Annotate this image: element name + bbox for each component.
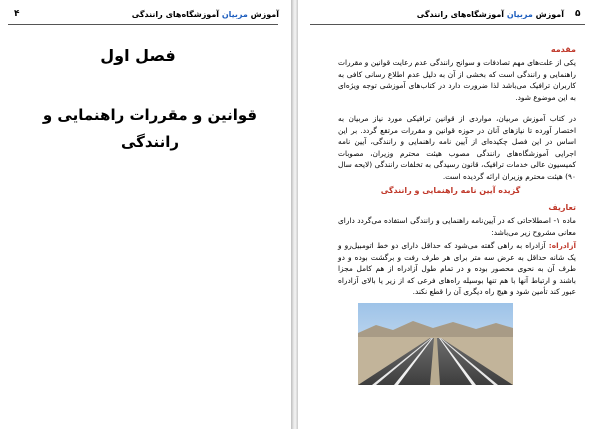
header-suffix: آموزشگاه‌های رانندگی — [131, 10, 220, 19]
definition-term: آزادراه: — [548, 241, 576, 250]
intro-paragraph-1: یکی از علت‌های مهم تصادفات و سوانح رانندگی عدم رعایت قوانین و مقررات راهنمایی و رانندگی است که بخشی از آن به دلیل عدم اطلاع رسانی کافی به کاربران ترافیک می‌باشد لذا ضرورت دارد در کتاب‌های آموزشی توجه ویژه‌ای به این موضوع شود. — [338, 58, 576, 102]
definitions-heading: تعاریف — [548, 203, 576, 212]
book-gutter — [291, 0, 298, 429]
definition-paragraph — [338, 240, 576, 298]
highway-photo — [358, 303, 513, 385]
intro-heading: مقدمه — [550, 45, 576, 54]
header-brand: مربیان — [506, 10, 533, 19]
page-number-left: ۴ — [14, 9, 20, 19]
left-page — [0, 0, 291, 429]
chapter-title: فصل اول — [100, 46, 176, 65]
header-rule-right — [310, 24, 585, 25]
right-page — [298, 0, 598, 429]
definition-intro: ماده ۱- اصطلاحاتی که در آیین‌نامه راهنمایی و رانندگی استفاده می‌گردد دارای معانی مشروح زیر می‌باشد: — [338, 216, 576, 237]
running-header-right — [417, 10, 564, 19]
running-header-left — [132, 10, 279, 19]
header-suffix: آموزشگاه‌های رانندگی — [416, 10, 505, 19]
header-rule-left — [8, 24, 278, 25]
header-prefix: آموزش — [535, 10, 564, 19]
intro-paragraph-2: در کتاب آموزش مربیان، مواردی از قوانین ترافیکی مورد نیاز مربیان به اختصار آورده تا نیازهای آنان در حوزه قوانین و مقررات مرتفع گردد. بر این اساس در این فصل چکیده‌ای از آیین نامه راهنمایی و رانندگی، آیین نامه اجرایی آموزشگاه‌های رانندگی مصوب هیئت محترم وزیران، مصوبات کمیسیون عالی خدمات ترافیک، قانون رسیدگی به تخلفات رانندگی (لایحه سال ۹۰) هیئت محترم وزیران ارائه گردیده است. — [338, 114, 576, 181]
section-heading: گزیده آیین نامه راهنمایی و رانندگی — [380, 186, 521, 195]
header-brand: مربیان — [221, 10, 248, 19]
chapter-subtitle: قوانین و مقررات راهنمایی و رانندگی — [42, 106, 258, 151]
definition-text: آزادراه به راهی گفته می‌شود که حداقل دارای دو خط اتومبیل‌رو و یک شانه حداقل به عرض سه متر برای هر طرف رفت و برگشت بوده و دو طرف آن به نحوی محصور بوده و در تمام طول آزادراه از هم کامل مجزا باشند و ارتباط آنها با هم تنها بوسیله راه‌های فرعی که از زیر یا بالای آزادراه عبور کند تأمین شود و هیچ راه دیگری آن را قطع نکند. — [338, 241, 576, 297]
page-number-right: ۵ — [575, 9, 581, 19]
header-prefix: آموزش — [250, 10, 279, 19]
